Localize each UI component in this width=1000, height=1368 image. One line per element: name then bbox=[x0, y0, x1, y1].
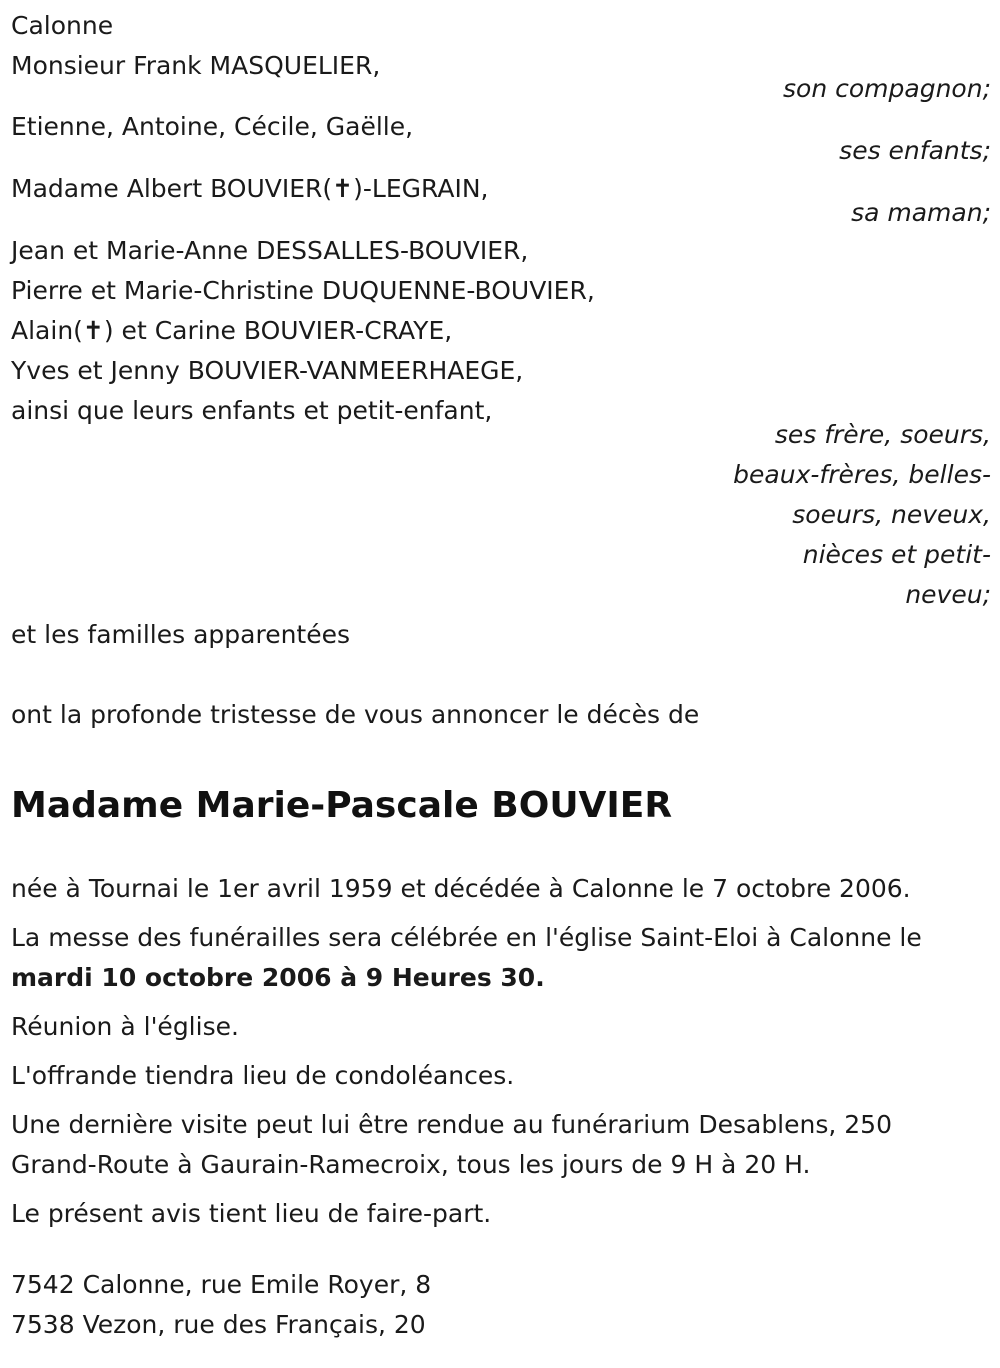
deceased-name: Madame Marie-Pascale BOUVIER bbox=[11, 785, 673, 826]
family-group-partner bbox=[11, 46, 991, 109]
faire-part-info: Le présent avis tient lieu de faire-part. bbox=[11, 1199, 492, 1228]
addresses bbox=[11, 1265, 991, 1345]
visit-info: Une dernière visite peut lui être rendue au funérarium Desablens, 250 Grand-Route à Gaurain-Ramecroix, tous les jours de 9 H à 20 H. bbox=[11, 1110, 892, 1179]
offering-info: L'offrande tiendra lieu de condoléances. bbox=[11, 1061, 515, 1090]
meeting-info: Réunion à l'église. bbox=[11, 1012, 239, 1041]
address-line: 7538 Vezon, rue des Français, 20 bbox=[11, 1310, 426, 1339]
sibling-line: Yves et Jenny BOUVIER-VANMEERHAEGE, bbox=[11, 356, 524, 385]
sibling-line: Jean et Marie-Anne DESSALLES-BOUVIER, bbox=[11, 236, 529, 265]
family-name-line: Monsieur Frank MASQUELIER, bbox=[11, 51, 381, 80]
family-name-line: Madame Albert BOUVIER(✝)-LEGRAIN, bbox=[11, 174, 489, 203]
siblings-role-line: beaux-frères, belles- bbox=[733, 460, 991, 489]
siblings-role-line: soeurs, neveux, bbox=[792, 500, 991, 529]
siblings-role bbox=[11, 415, 991, 615]
family-role: ses enfants; bbox=[839, 136, 991, 165]
funeral-notice bbox=[11, 6, 991, 1345]
family-group-children bbox=[11, 107, 991, 171]
family-name-line: Etienne, Antoine, Cécile, Gaëlle, bbox=[11, 112, 414, 141]
family-role: son compagnon; bbox=[783, 74, 991, 103]
birth-death-info: née à Tournai le 1er avril 1959 et décédée à Calonne le 7 octobre 2006. bbox=[11, 874, 911, 903]
family-group-siblings bbox=[11, 231, 991, 615]
siblings-role-line: neveu; bbox=[905, 580, 991, 609]
sibling-line: Alain(✝) et Carine BOUVIER-CRAYE, bbox=[11, 316, 453, 345]
family-group-mother bbox=[11, 169, 991, 233]
place-heading: Calonne bbox=[11, 11, 114, 40]
related-families: et les familles apparentées bbox=[11, 620, 351, 649]
mass-text: La messe des funérailles sera célébrée en l'église Saint-Eloi à Calonne le bbox=[11, 923, 922, 952]
sibling-line: ainsi que leurs enfants et petit-enfant, bbox=[11, 396, 493, 425]
address-line: 7542 Calonne, rue Emile Royer, 8 bbox=[11, 1270, 432, 1299]
mass-date: mardi 10 octobre 2006 à 9 Heures 30. bbox=[11, 963, 545, 992]
announcement: ont la profonde tristesse de vous annoncer le décès de bbox=[11, 700, 700, 729]
family-role: sa maman; bbox=[851, 198, 991, 227]
siblings-role-line: ses frère, soeurs, bbox=[774, 420, 991, 449]
siblings-role-line: nièces et petit- bbox=[802, 540, 991, 569]
sibling-line: Pierre et Marie-Christine DUQUENNE-BOUVIER, bbox=[11, 276, 595, 305]
mass-info bbox=[11, 918, 991, 998]
